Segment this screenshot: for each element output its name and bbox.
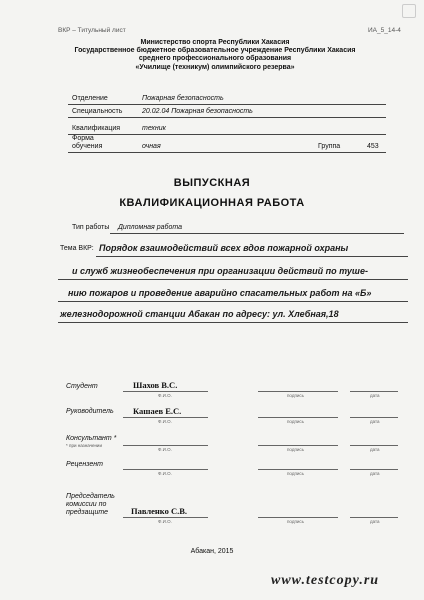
institution-line-2: Государственное бюджетное образовательное учреждение Республики Хакасия xyxy=(74,47,356,54)
consultant-sign-line xyxy=(258,445,338,446)
student-date-line xyxy=(350,391,398,392)
work-type-value: Дипломная работа xyxy=(118,224,183,231)
topic-line-3: нию пожаров и проведение аварийно спасательных работ на «Б» xyxy=(68,288,372,298)
supervisor-sign-line xyxy=(258,417,338,418)
reviewer-date-line xyxy=(350,469,398,470)
form-label-1: Форма xyxy=(72,135,94,142)
work-type-label: Тип работы xyxy=(72,224,110,231)
topic-line-4: железнодорожной станции Абакан по адресу: ул. Хлебная,18 xyxy=(60,309,339,319)
chair-sign-caption: подпись xyxy=(287,519,305,524)
city-year: Абакан, 2015 xyxy=(190,548,234,555)
department-label: Отделение xyxy=(72,95,108,102)
topic-line-1: Порядок взаимодействий всех вдов пожарной охраны xyxy=(99,243,349,253)
chair-name: Павленко С.В. xyxy=(131,506,187,516)
chair-date-caption: дата xyxy=(370,519,380,524)
topic-line-2: и служб жизнеобеспечения при организации действий по туше- xyxy=(72,266,368,276)
form-label-2: обучения xyxy=(72,143,103,150)
student-date-caption: дата xyxy=(370,393,380,398)
specialty-label: Специальность xyxy=(72,108,123,115)
consultant-date-line xyxy=(350,445,398,446)
consultant-date-caption: дата xyxy=(370,447,380,452)
specialty-underline xyxy=(68,117,386,118)
work-type-underline xyxy=(110,233,404,234)
title-line-2: КВАЛИФИКАЦИОННАЯ РАБОТА xyxy=(119,197,305,209)
chair-label-2: комиссии по xyxy=(66,501,107,508)
supervisor-date-caption: дата xyxy=(370,419,380,424)
consultant-fio-caption: Ф.И.О. xyxy=(158,447,172,452)
chair-fio-caption: Ф.И.О. xyxy=(158,519,172,524)
topic-underline-2 xyxy=(58,279,408,280)
reviewer-sign-caption: подпись xyxy=(287,471,305,476)
student-fio-line xyxy=(123,391,208,392)
chair-label-3: предзащите xyxy=(66,509,109,516)
specialty-value: 20.02.04 Пожарная безопасность xyxy=(142,108,253,115)
reviewer-fio-line xyxy=(123,469,208,470)
reviewer-date-caption: дата xyxy=(370,471,380,476)
doc-code: ИА_5_14-4 xyxy=(368,27,401,34)
institution-line-3: среднего профессионального образования xyxy=(138,55,292,62)
supervisor-sign-caption: подпись xyxy=(287,419,305,424)
group-label: Группа xyxy=(318,143,341,150)
department-underline xyxy=(68,104,386,105)
corner-mark xyxy=(402,4,416,18)
qualification-value: техник xyxy=(142,125,166,132)
consultant-fio-line xyxy=(123,445,208,446)
supervisor-label: Руководитель xyxy=(66,408,114,415)
consultant-sign-caption: подпись xyxy=(287,447,305,452)
title-line-1: ВЫПУСКНАЯ xyxy=(173,177,251,189)
topic-underline-4 xyxy=(58,322,408,323)
form-underline xyxy=(68,152,386,153)
department-value: Пожарная безопасность xyxy=(142,95,224,102)
chair-sign-line xyxy=(258,517,338,518)
supervisor-fio-line xyxy=(123,417,208,418)
reviewer-label: Рецензент xyxy=(66,461,103,468)
student-sign-line xyxy=(258,391,338,392)
chair-label-1: Председатель xyxy=(66,493,115,500)
student-sign-caption: подпись xyxy=(287,393,305,398)
institution-line-4: «Училище (техникум) олимпийского резерва» xyxy=(135,64,295,71)
chair-date-line xyxy=(350,517,398,518)
supervisor-date-line xyxy=(350,417,398,418)
consultant-note: * при назначении xyxy=(66,443,102,448)
reviewer-fio-caption: Ф.И.О. xyxy=(158,471,172,476)
qualification-underline xyxy=(68,134,386,135)
topic-underline-3 xyxy=(58,301,408,302)
chair-fio-line xyxy=(123,517,208,518)
supervisor-name: Кашаев Е.С. xyxy=(133,406,182,416)
reviewer-sign-line xyxy=(258,469,338,470)
qualification-label: Квалификация xyxy=(72,125,121,132)
topic-underline-1 xyxy=(96,256,408,257)
group-value: 453 xyxy=(367,143,379,150)
student-name: Шахов В.С. xyxy=(133,380,178,390)
supervisor-fio-caption: Ф.И.О. xyxy=(158,419,172,424)
institution-line-1: Министерство спорта Республики Хакасия xyxy=(140,39,290,46)
watermark: www.testcopy.ru xyxy=(271,573,380,588)
student-fio-caption: Ф.И.О. xyxy=(158,393,172,398)
form-value: очная xyxy=(142,143,161,150)
consultant-label: Консультант * xyxy=(66,435,117,442)
doc-type-label: ВКР – Титульный лист xyxy=(58,27,126,34)
student-label: Студент xyxy=(66,383,98,390)
topic-label: Тема ВКР: xyxy=(60,245,94,252)
